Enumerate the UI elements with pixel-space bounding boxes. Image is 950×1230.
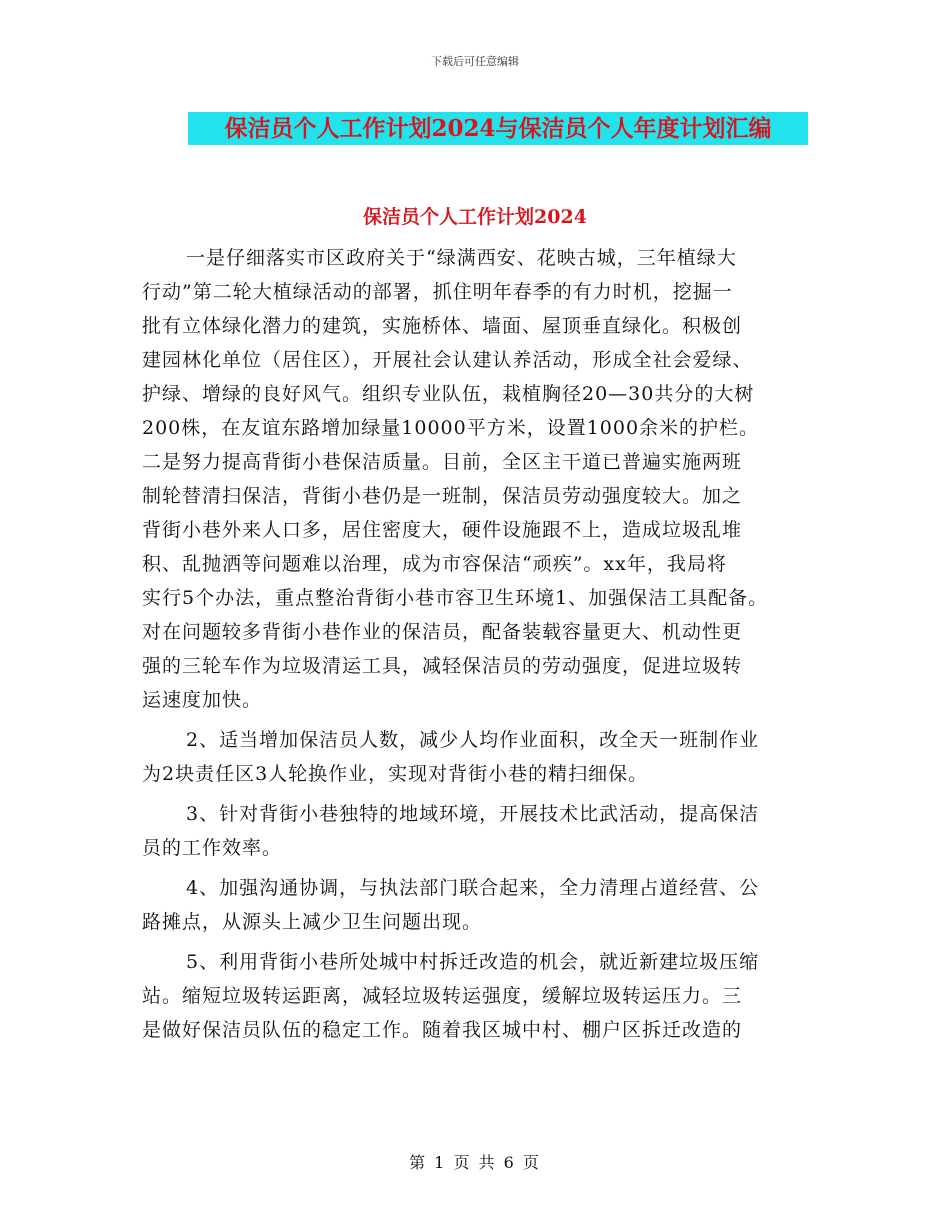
- page-footer: 第 1 页 共 6 页: [409, 1153, 541, 1172]
- text-line: 站。缩短垃圾转运距离，减轻垃圾转运强度，缓解垃圾转运压力。三: [142, 985, 743, 1007]
- main-title: 保洁员个人工作计划2024与保洁员个人年度计划汇编: [224, 115, 772, 142]
- text-line: 200株，在友谊东路增加绿量10000平方米，设置1000余米的护栏。: [142, 417, 760, 439]
- text-line: 背街小巷外来人口多，居住密度大，硬件设施跟不上，造成垃圾乱堆: [142, 519, 743, 541]
- text-line: 员的工作效率。: [142, 837, 283, 859]
- text-line: 护绿、增绿的良好风气。组织专业队伍，栽植胸径20—30共分的大树: [142, 383, 755, 405]
- text-line: 二是努力提高背街小巷保洁质量。目前，全区主干道已普遍实施两班: [142, 451, 743, 473]
- text-line: 行动”第二轮大植绿活动的部署，抓住明年春季的有力时机，挖掘一: [142, 281, 733, 303]
- text-line: 强的三轮车作为垃圾清运工具，减轻保洁员的劳动强度，促进垃圾转: [142, 655, 743, 677]
- text-line: 建园林化单位（居住区），开展社会认建认养活动，形成全社会爱绿、: [142, 349, 753, 371]
- text-line: 是做好保洁员队伍的稳定工作。随着我区城中村、棚户区拆迁改造的: [142, 1019, 743, 1041]
- text-line: 一是仔细落实市区政府关于“绿满西安、花映古城，三年植绿大: [186, 247, 737, 269]
- text-line: 4、加强沟通协调，与执法部门联合起来，全力清理占道经营、公: [186, 877, 760, 899]
- header-note: 下载后可任意编辑: [431, 55, 519, 68]
- text-line: 路摊点，从源头上减少卫生问题出现。: [142, 911, 483, 933]
- text-line: 3、针对背街小巷独特的地域环境，开展技术比武活动，提高保洁: [186, 803, 760, 825]
- body-text: [142, 241, 812, 1047]
- text-line: 制轮替清扫保洁，背街小巷仍是一班制，保洁员劳动强度较大。加之: [142, 485, 743, 507]
- text-line: 为2块责任区3人轮换作业，实现对背街小巷的精扫细保。: [142, 763, 649, 785]
- text-line: 积、乱抛洒等问题难以治理，成为市容保洁“顽疾”。xx年，我局将: [142, 553, 727, 575]
- text-line: 5、利用背街小巷所处城中村拆迁改造的机会，就近新建垃圾压缩: [186, 951, 760, 973]
- text-line: 批有立体绿化潜力的建筑，实施桥体、墙面、屋顶垂直绿化。积极创: [142, 315, 743, 337]
- text-line: 运速度加快。: [142, 689, 263, 711]
- text-line: 实行5个办法，重点整治背街小巷市容卫生环境1、加强保洁工具配备。: [142, 587, 769, 609]
- text-line: 2、适当增加保洁员人数，减少人均作业面积，改全天一班制作业: [186, 729, 760, 751]
- section-title: 保洁员个人工作计划2024: [363, 206, 587, 228]
- main-title-highlight: [188, 112, 808, 145]
- text-line: 对在问题较多背街小巷作业的保洁员，配备装载容量更大、机动性更: [142, 621, 743, 643]
